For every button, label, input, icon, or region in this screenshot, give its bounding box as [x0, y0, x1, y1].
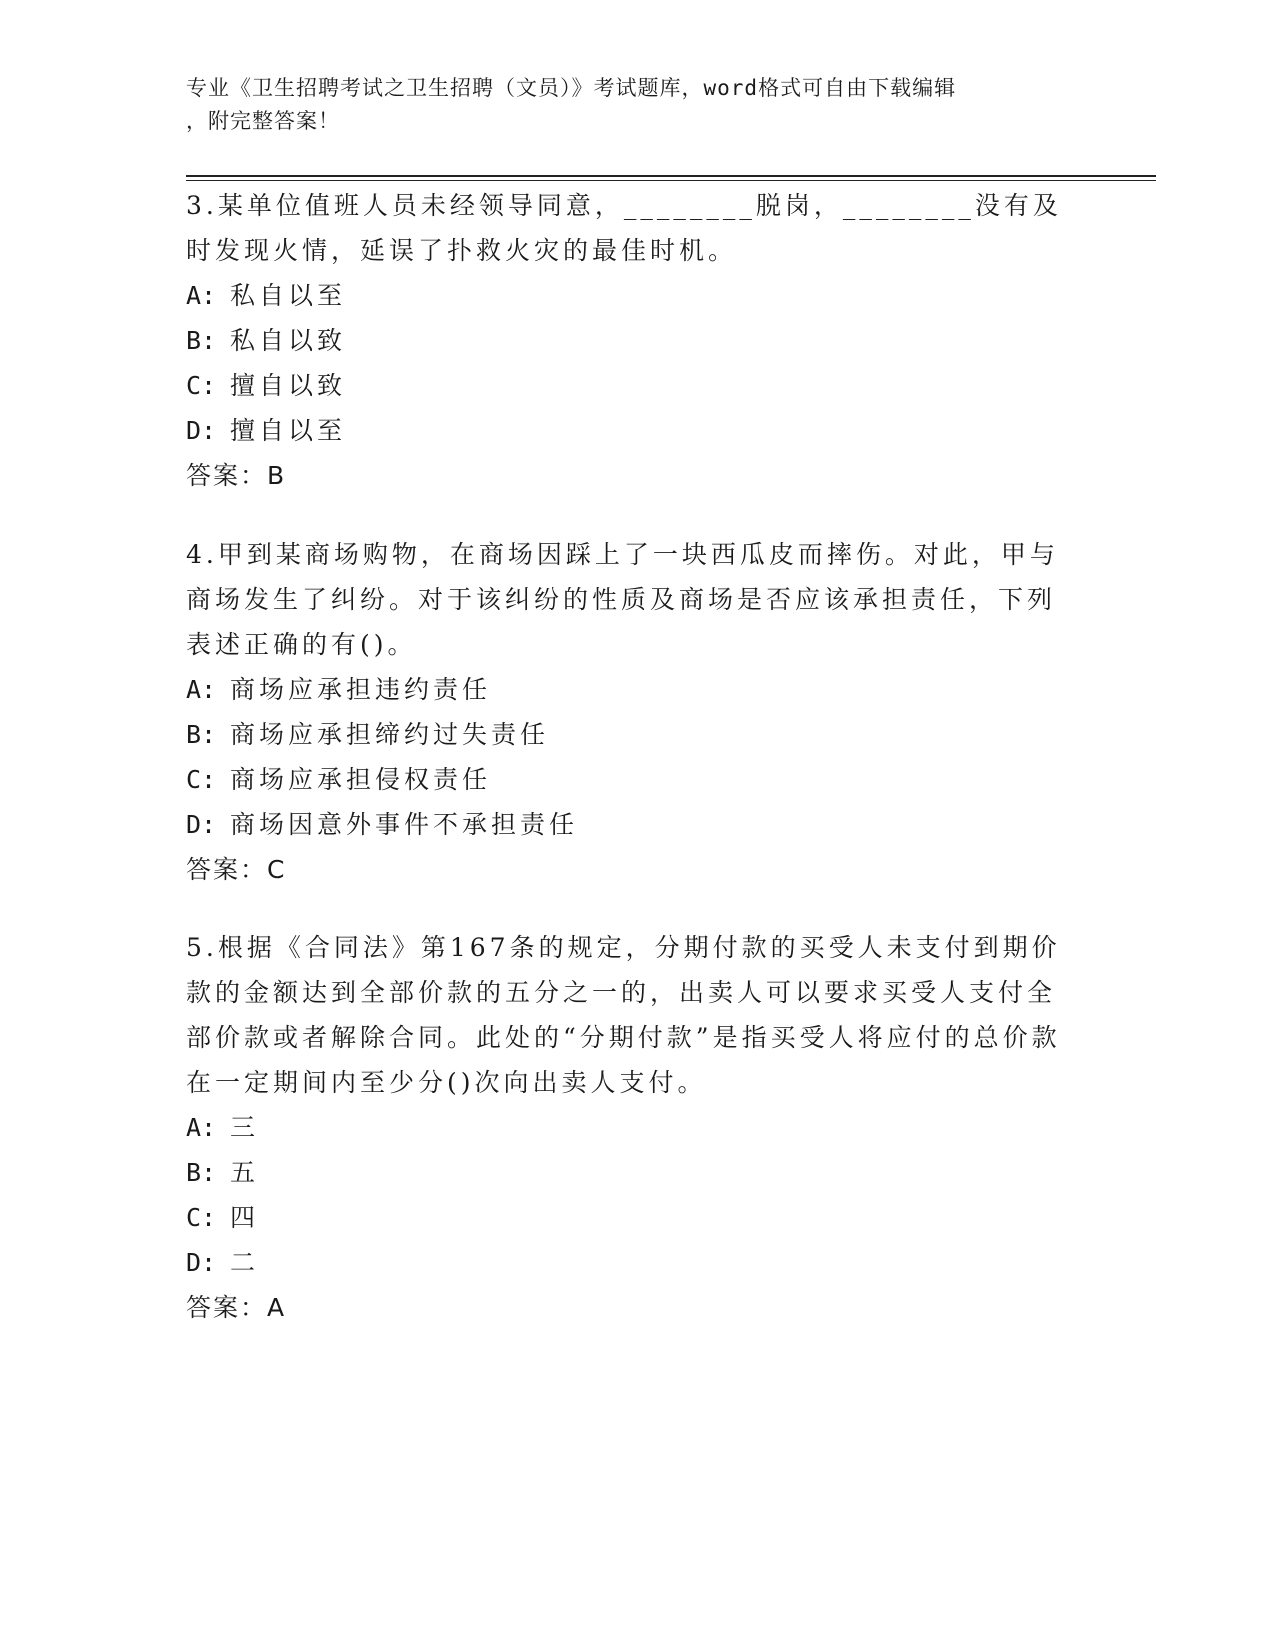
- option-letter: A:: [186, 281, 217, 310]
- header-line-1: 专业《卫生招聘考试之卫生招聘（文员）》考试题库，word格式可自由下载编辑: [186, 76, 957, 100]
- option-text: 二: [230, 1248, 260, 1277]
- question-stem: 5.根据《合同法》第167条的规定，分期付款的买受人未支付到期价款的金额达到全部价款的五分之一的，出卖人可以要求买受人支付全部价款或者解除合同。此处的“分期付款”是指买受人将应付的总价款在一定期间内至少分()次向出卖人支付。: [186, 933, 1061, 1097]
- option-letter: A:: [186, 1113, 217, 1142]
- option-b: [186, 712, 1066, 757]
- option-letter: C:: [186, 765, 217, 794]
- option-a: [186, 273, 1066, 318]
- option-c: [186, 363, 1066, 408]
- option-letter: A:: [186, 675, 217, 704]
- option-text: 五: [230, 1158, 260, 1187]
- question-stem: 4.甲到某商场购物，在商场因踩上了一块西瓜皮而摔伤。对此，甲与商场发生了纠纷。对于该纠纷的性质及商场是否应该承担责任，下列表述正确的有()。: [186, 540, 1059, 659]
- question-5: [186, 925, 1066, 1330]
- header-line-2: ，附完整答案！: [186, 109, 340, 133]
- option-text: 商场应承担侵权责任: [230, 765, 492, 794]
- document-header: [186, 72, 1066, 138]
- option-letter: B:: [186, 720, 217, 749]
- option-d: [186, 408, 1066, 453]
- answer-line: 答案：A: [186, 1293, 287, 1322]
- option-letter: D:: [186, 810, 217, 839]
- option-d: [186, 1240, 1066, 1285]
- option-letter: B:: [186, 326, 217, 355]
- option-letter: C:: [186, 371, 217, 400]
- option-c: [186, 1195, 1066, 1240]
- option-text: 商场因意外事件不承担责任: [230, 810, 579, 839]
- option-b: [186, 318, 1066, 363]
- option-letter: B:: [186, 1158, 217, 1187]
- option-b: [186, 1150, 1066, 1195]
- option-letter: C:: [186, 1203, 217, 1232]
- header-divider-thin: [186, 180, 1156, 181]
- option-a: [186, 667, 1066, 712]
- option-text: 商场应承担缔约过失责任: [230, 720, 550, 749]
- option-a: [186, 1105, 1066, 1150]
- header-divider-thick: [186, 175, 1156, 177]
- option-text: 三: [230, 1113, 260, 1142]
- option-letter: D:: [186, 416, 217, 445]
- question-3: [186, 183, 1066, 498]
- option-text: 私自以致: [230, 326, 347, 355]
- question-4: [186, 532, 1066, 892]
- option-text: 四: [230, 1203, 260, 1232]
- option-text: 私自以至: [230, 281, 347, 310]
- question-stem: 3.某单位值班人员未经领导同意，________脱岗，________没有及时发现火情，延误了扑救火灾的最佳时机。: [186, 191, 1062, 265]
- option-c: [186, 757, 1066, 802]
- option-text: 擅自以至: [230, 416, 347, 445]
- option-d: [186, 802, 1066, 847]
- option-letter: D:: [186, 1248, 217, 1277]
- answer-line: 答案：C: [186, 855, 287, 884]
- option-text: 商场应承担违约责任: [230, 675, 492, 704]
- answer-line: 答案：B: [186, 461, 287, 490]
- option-text: 擅自以致: [230, 371, 347, 400]
